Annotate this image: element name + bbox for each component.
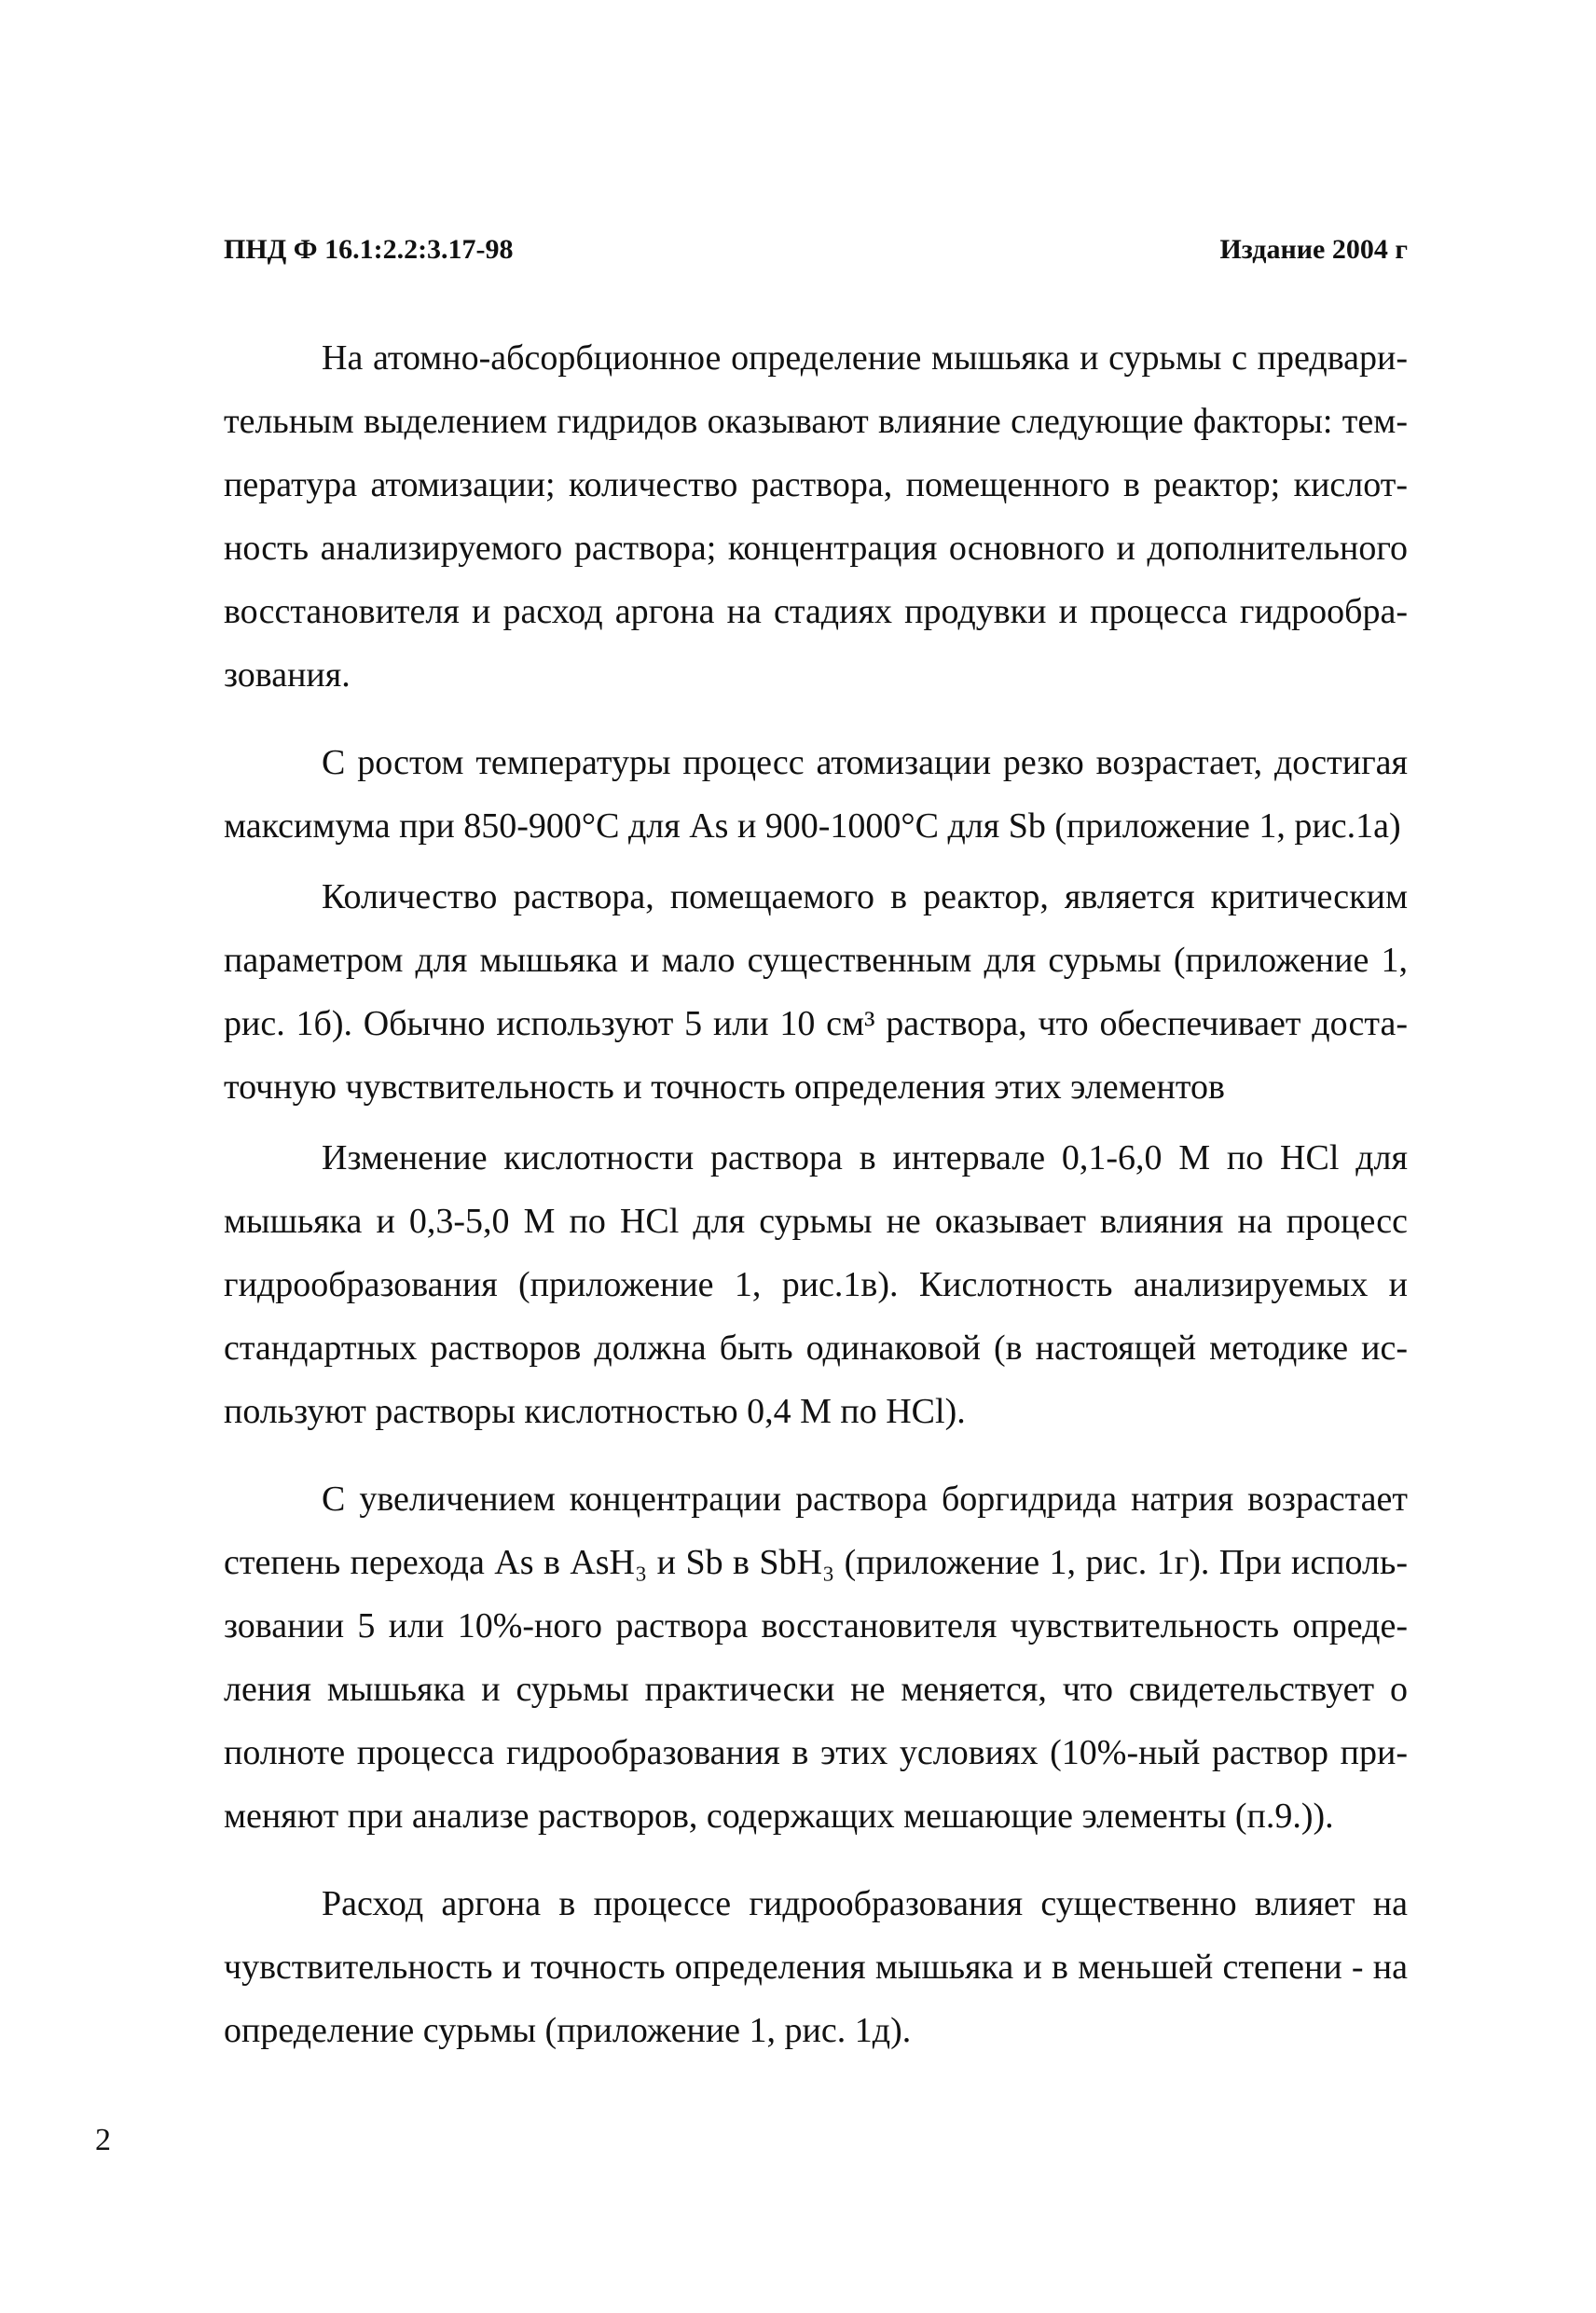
document-id: ПНД Ф 16.1:2.2:3.17-98 — [224, 234, 514, 265]
page-header — [224, 231, 1408, 268]
paragraph-atomization-temperature: С ростом температуры процесс атомизации резко возрастает, достигая максимума при 850-900°С для As и 900-1000°С для Sb (приложение 1, рис.1а) — [224, 743, 1408, 846]
paragraph-borohydride-concentration: С увеличением концентрации раствора боргидрида натрия возрастает степень перехода As в AsH₃ и Sb в SbH₃ (приложение 1, рис. 1г). При использовании 5 или 10%-ного раствора восстановителя чувствительность определения мышьяка и сурьмы практически не меняется, что свидетельствует о полноте процесса гидрообразования в этих условиях (10%-ный раствор применяют при анализе растворов, содержащих мешающие элементы (п.9.)). — [224, 1480, 1408, 1836]
document-body — [224, 326, 1408, 2070]
paragraph-argon-flow: Расход аргона в процессе гидрообразования существенно влияет на чувствительность и точность определения мышьяка и в меньшей степени - на определение сурьмы (приложение 1, рис. 1д). — [224, 1884, 1408, 2050]
paragraph-solution-quantity: Количество раствора, помещаемого в реактор, является критическим параметром для мышьяка и мало существенным для сурьмы (приложение 1, рис. 1б). Обычно используют 5 или 10 см³ раствора, что обеспечивает достаточную чувствительность и точность определения этих элементов — [224, 877, 1408, 1107]
page-number: 2 — [95, 2123, 111, 2157]
paragraph-acidity: Изменение кислотности раствора в интервале 0,1-6,0 М по HCl для мышьяка и 0,3-5,0 М по HCl для сурьмы не оказывает влияния на процесс гидрообразования (приложение 1, рис.1в). Кислотность анализируемых и стандартных растворов должна быть одинаковой (в настоящей методике используют растворы кислотностью 0,4 М по HCl). — [224, 1138, 1408, 1431]
edition-label: Издание 2004 г — [1219, 234, 1408, 265]
paragraph-influencing-factors: На атомно-абсорбционное определение мышьяка и сурьмы с предварительным выделением гидридов оказывают влияние следующие факторы: температура атомизации; количество раствора, помещенного в реактор; кислотность анализируемого раствора; концентрация основного и дополнительного восстановителя и расход аргона на стадиях продувки и процесса гидрообразования. — [224, 338, 1408, 695]
